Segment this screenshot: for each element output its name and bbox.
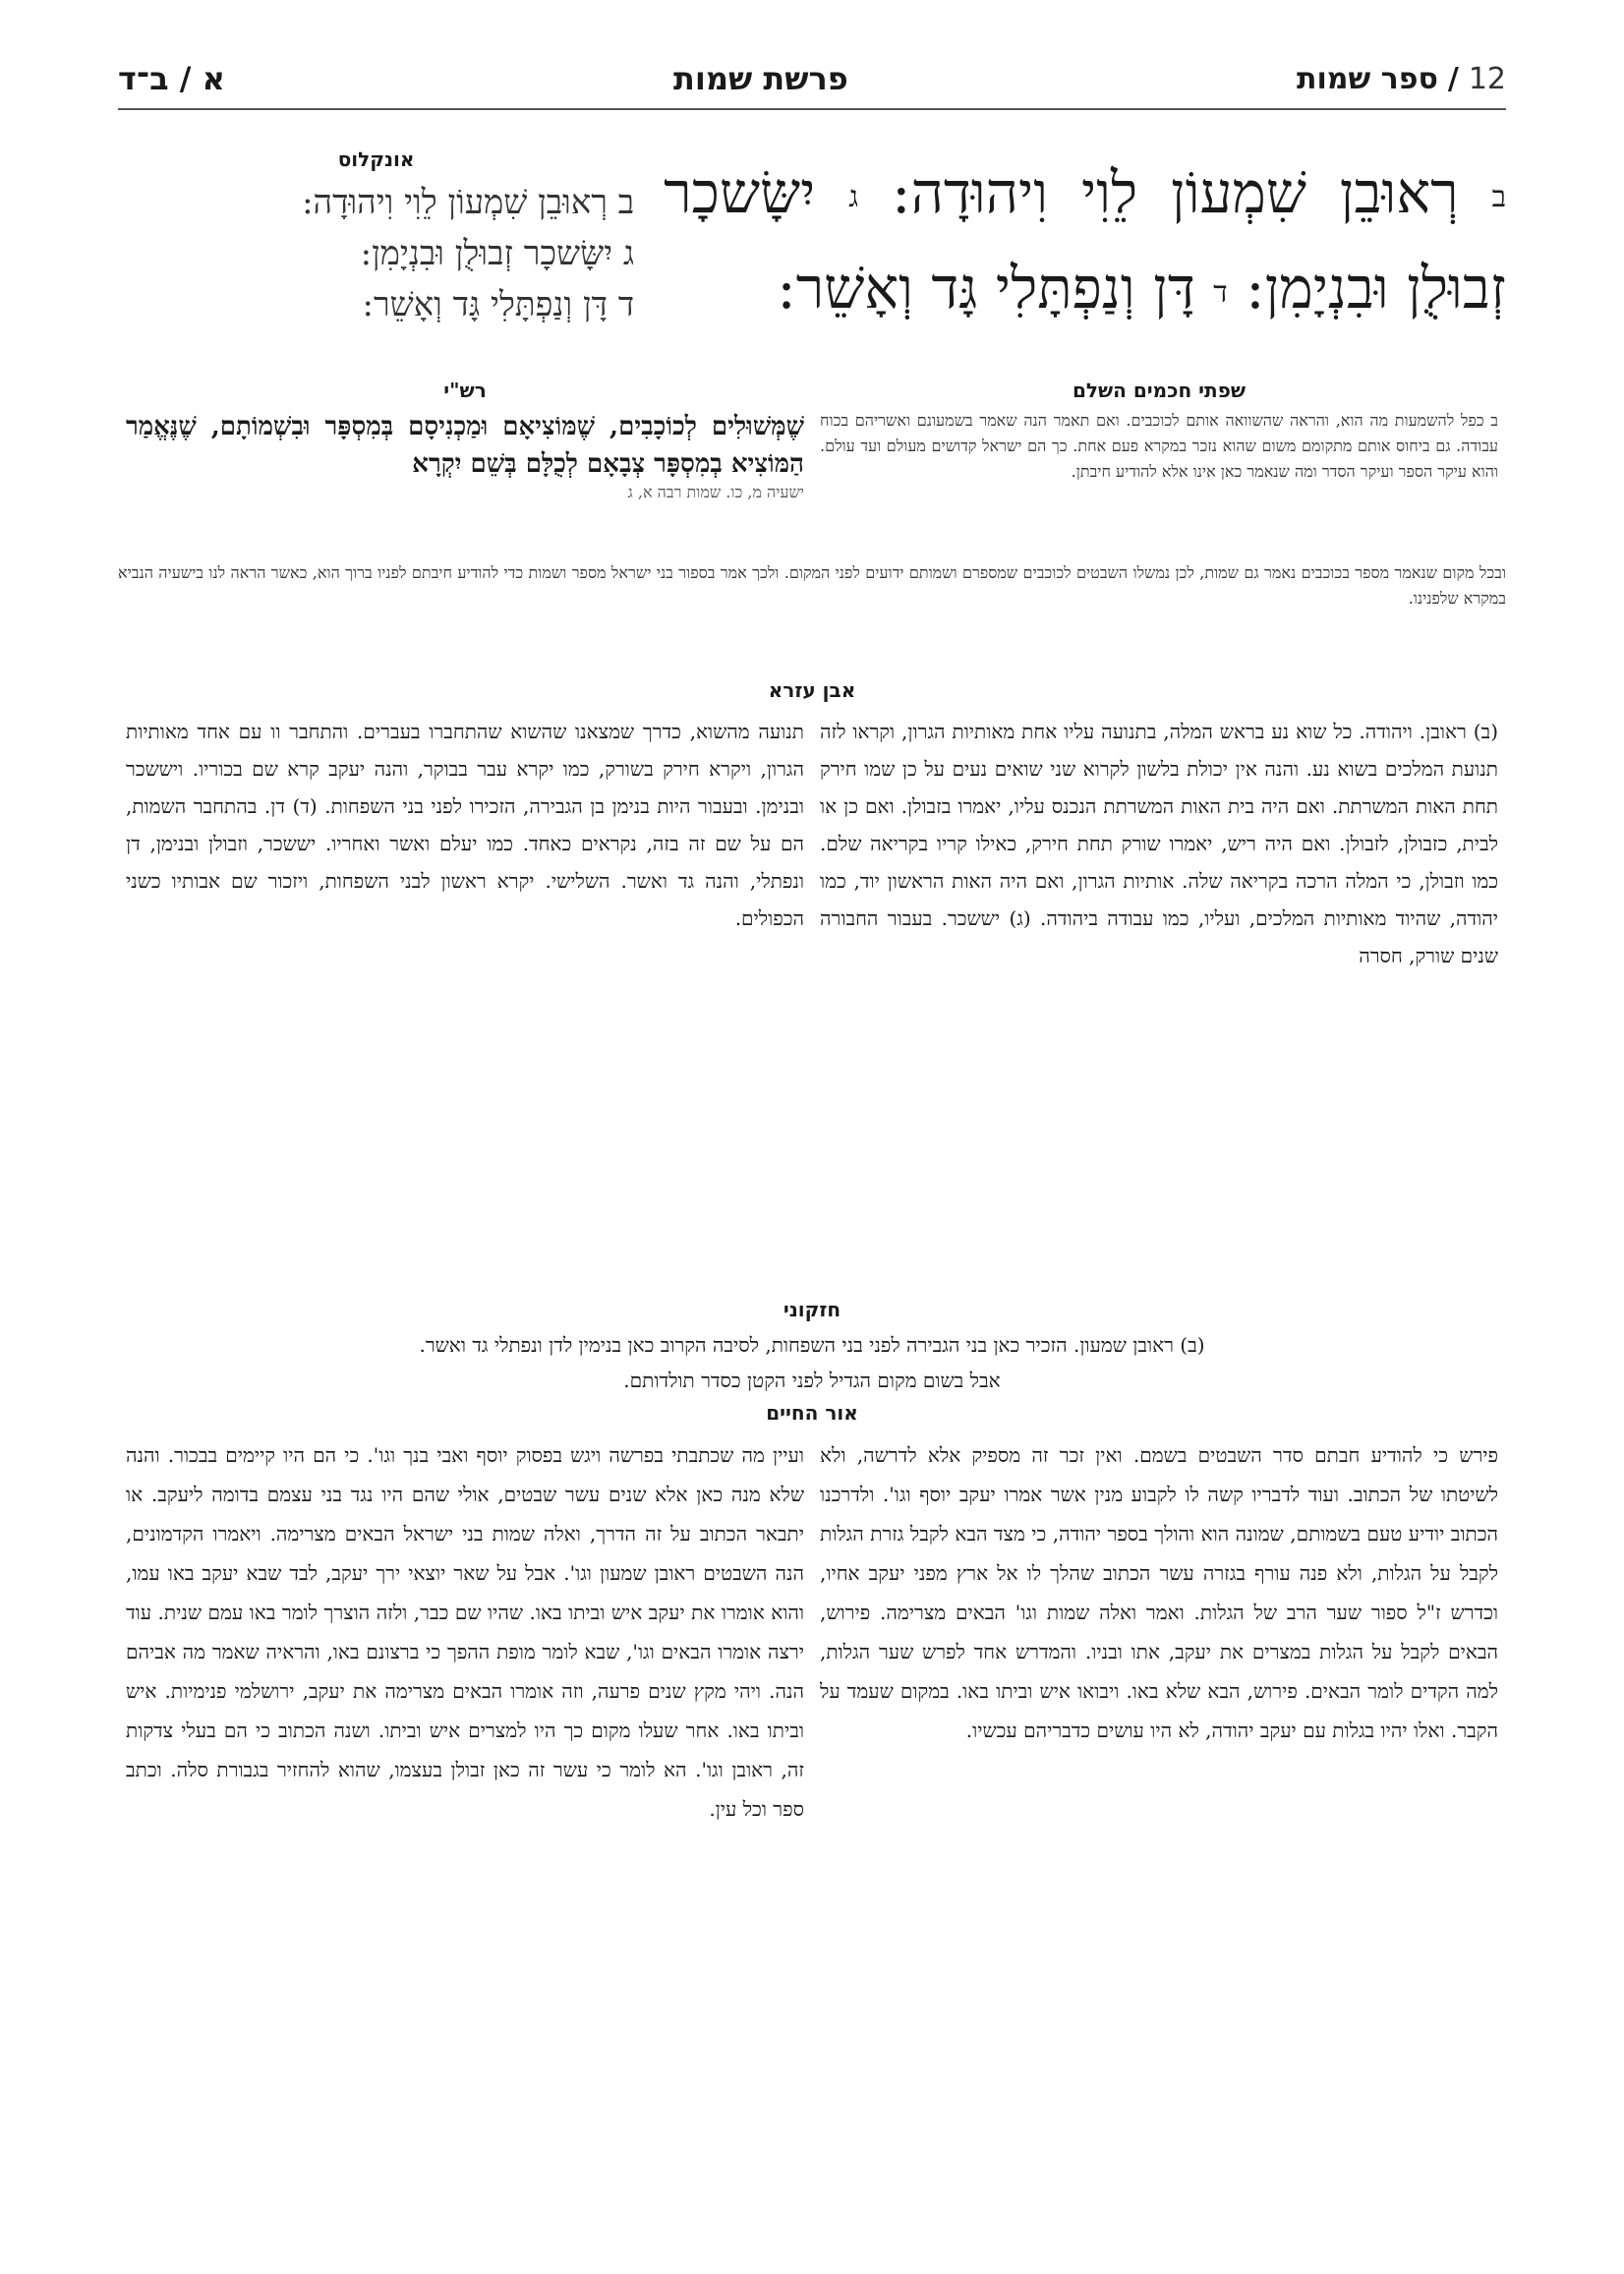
verse-text: רְאוּבֵן שִׁמְעוֹן לֵוִי וִיהוּדָה:: [892, 159, 1459, 226]
chizkuni-line: אבל בשום מקום הגדיל לפני הקטן כסדר תולדותם.: [623, 1369, 1001, 1392]
sifsei-chachamim-column: [812, 379, 1506, 555]
parsha-title: פרשת שמות: [673, 60, 848, 97]
header-separator: /: [1447, 61, 1459, 96]
torah-verses: [634, 147, 1506, 364]
rashi-source: ישעיה מ, כו. שמות רבה א, ג: [627, 483, 804, 501]
verse-number: ב: [1491, 179, 1507, 214]
onkelos-line: ג יִשָּׂשכָר זְבוּלֻן וּבִנְיָמִן:: [360, 234, 635, 273]
sifsei-title: שפתי חכמים השלם: [1072, 379, 1247, 402]
ibn-ezra-block: [118, 713, 1506, 1293]
ohr-hachaim-block: [118, 1435, 1506, 2222]
chizkuni-line: (ב) ראובן שמעון. הזכיר כאן בני הגבירה לפני בני השפחות, לסיבה הקרוב כאן בנימין לדן ונפתלי גד ואשר.: [419, 1333, 1205, 1357]
verse-text: יִשָּׂשכָר זְבוּלֻן וּבִנְיָמִן:: [664, 159, 1506, 321]
verse-number: ג: [848, 179, 859, 214]
rashi-text: שֶׁמְּשׁוּלִים לְכוֹכָבִים, שֶׁמּוֹצִיאָם וּמַכְנִיסָם בְּמִסְפָּר וּבִשְׁמוֹתָם, שֶׁנֶּאֱמַר הַמּוֹצִיא בְמִסְפָּר צְבָאָם לְכֻלָּם בְּשֵׁם יִקְרָא: [126, 412, 804, 479]
book-title: ספר שמות: [1296, 61, 1438, 96]
page-number: 12: [1468, 61, 1506, 96]
onkelos-title: אונקלוס: [337, 147, 415, 171]
ibn-ezra-right-column: (ב) ראובן. ויהודה. כל שוא נע בראש המלה, בתנועה עליו אחת מאותיות הגרון, וקראו לזה תנועת המלכים בשוא נע. והנה אין יכולת בלשון לקרוא שני שואים נעים על כן שמו חירק תחת האות המשרתת. ואם היה בית האות המשרתת הנכנס עליו, יאמרו בזבולן. ואם כן או לבית, כזבולן, לזבולן. ואם היה ריש, יאמרו שורק תחת חירק, כאילו קריו בקריאה שלם. כמו וזבולן, כי המלה הרכה בקריאה שלה. אותיות הגרון, ואם היה האות הראשון יוד, כמו יהודה, שהיוד מאותיות המלכים, ועליו, כמו עבודה ביהודה. (ג) יששכר. בעבור החבורה שנים שורק, חסרה: [820, 720, 1498, 967]
chizkuni-title: חזקוני: [783, 1298, 841, 1321]
verse-number: ד: [1213, 274, 1228, 310]
rashi-column: [118, 379, 812, 555]
onkelos-column: [118, 147, 634, 364]
page-header: [118, 49, 1506, 110]
sifsei-text: ב כפל להשמעות מה הוא, והראה שהשוואה אותם לכוכבים. ואם תאמר הנה שאמר בשמעונם ואשריהם בכוח עבודה. גם ביחוס אותם מתקומם משום שהוא נזכר במקרא פעם אחת. כך הם ישראל קדושים מעולם ועד עולם. והוא עיקר הספר ועיקר הסדר ומה שנאמר כאן אינו אלא להודיע חיבתן.: [820, 411, 1498, 481]
ohr-hachaim-left-column: ועיין מה שכתבתי בפרשה ויגש בפסוק יוסף ואבי בנך וגו'. כי הם היו קיימים בבכור. והנה שלא מנה כאן אלא שנים עשר שבטים, אולי שהם היו נגד בני עצמם בדומה ליעקב. או יתבאר הכתוב על זה הדרך, ואלה שמות בני ישראל הבאים מצרימה. ויאמרו הקדמונים, הנה השבטים ראובן שמעון וגו'. אבל על שאר יוצאי ירך יעקב, לבד שבא יעקב באו עמו, והוא אומרו את יעקב איש וביתו באו. שהיו שם כבר, ולזה הוצרך לומר באו עמם שנית. עוד ירצה אומרו הבאים וגו', שבא לומר מופת ההפך כי ברצונם באו, והראיה שאמר מה אביהם הנה. ויהי מקץ שנים פרעה, וזה אומרו הבאים מצרימה את יעקב, ירושלמי פנימיות. איש וביתו באו. אחר שעלו מקום כך היו למצרים איש וביתו. ושנה הכתוב כי הם בעלי צדקות זה, ראובן וגו'. הא לומר כי עשר זה כאן זבולן בעצמו, שהוא להחזיר בגבורת סלה. וכתב ספר וכל עין.: [126, 1443, 804, 1821]
onkelos-line: ד דָּן וְנַפְתָּלִי גָּד וְאָשֵׁר:: [362, 285, 635, 324]
chapter-ref: א / ב־ד: [118, 60, 225, 97]
chizkuni-block: [118, 1327, 1506, 1396]
ibn-ezra-title: אבן עזרא: [768, 678, 856, 702]
header-right: [1297, 62, 1506, 96]
onkelos-line: ב רְאוּבֵן שִׁמְעוֹן לֵוִי וִיהוּדָה:: [302, 183, 635, 222]
ohr-hachaim-title: אור החיים: [766, 1401, 858, 1425]
commentary-row-top: [118, 379, 1506, 555]
sifsei-continuation: ובכל מקום שנאמר מספר בכוכבים נאמר גם שמות, לכן נמשלו השבטים לכוכבים שמספרם ושמותם ידועים לפני המקום. ולכך אמר בספור בני ישראל מספר ושמות כדי להודיע חיבתם לפניו ברוך הוא, כאשר הראה לנו בישעיה הנביא במקרא שלפנינו.: [118, 563, 1506, 608]
main-text-block: [118, 147, 1506, 364]
ohr-hachaim-right-column: פירש כי להודיע חבתם סדר השבטים בשמם. ואין זכר זה מספיק אלא לדרשה, ולא לשיטתו של הכתוב. ועוד לדבריו קשה לו לקבוע מנין אשר אמרו יעקב יוסף וגו'. ולדרכנו הכתוב יודיע טעם בשמותם, שמונה הוא והולך בספר יהודה, כי מצד הבא לקבל גזרת הגלות לקבל על הגלות, ולא פנה עורף בגזרה עשר הכתוב שהלך לו אל ארץ מפני יעקב אחיו, וכדרש ז"ל ספור שער הרב של הגלות. ואמר ואלה שמות וגו' הבאים מצרימה. פירוש, הבאים לקבל על הגלות במצרים את יעקב, אתו ובניו. והמדרש אחד לפרש שער הגלות, למה הקדים לומר הבאים. פירוש, הבא שלא באו. ויבואו איש וביתו באו. במקום שעמד על הקבר. ואלו יהיו בגלות עם יעקב יהודה, לא היו עושים כדבריהם עכשיו.: [820, 1443, 1498, 1742]
ibn-ezra-left-column: תנועה מהשוא, כדרך שמצאנו שהשוא שהתחברו בעברים. והתחבר וו עם אחד מאותיות הגרון, ויקרא חירק בשורק, כמו יקרא עבר בבוקר, והנה יעקב קרא שם בכוריו. ויששכר ובנימן. ובעבור היות בנימן בן הגבירה, הזכירו לפני בני השפחות. (ד) דן. בהתחבר השמות, הם על שם זה בזה, נקראים כאחד. כמו יעלם ואשר ואחריו. יששכר, וזבולן ובנימן, דן ונפתלי, והנה גד ואשר. השלישי. יקרא ראשון לבני השפחות, ויזכור שם אבותיו כשני הכפולים.: [126, 720, 804, 930]
verse-text: דָּן וְנַפְתָּלִי גָּד וְאָשֵׁר:: [777, 254, 1195, 321]
rashi-title: רש"י: [443, 379, 487, 402]
